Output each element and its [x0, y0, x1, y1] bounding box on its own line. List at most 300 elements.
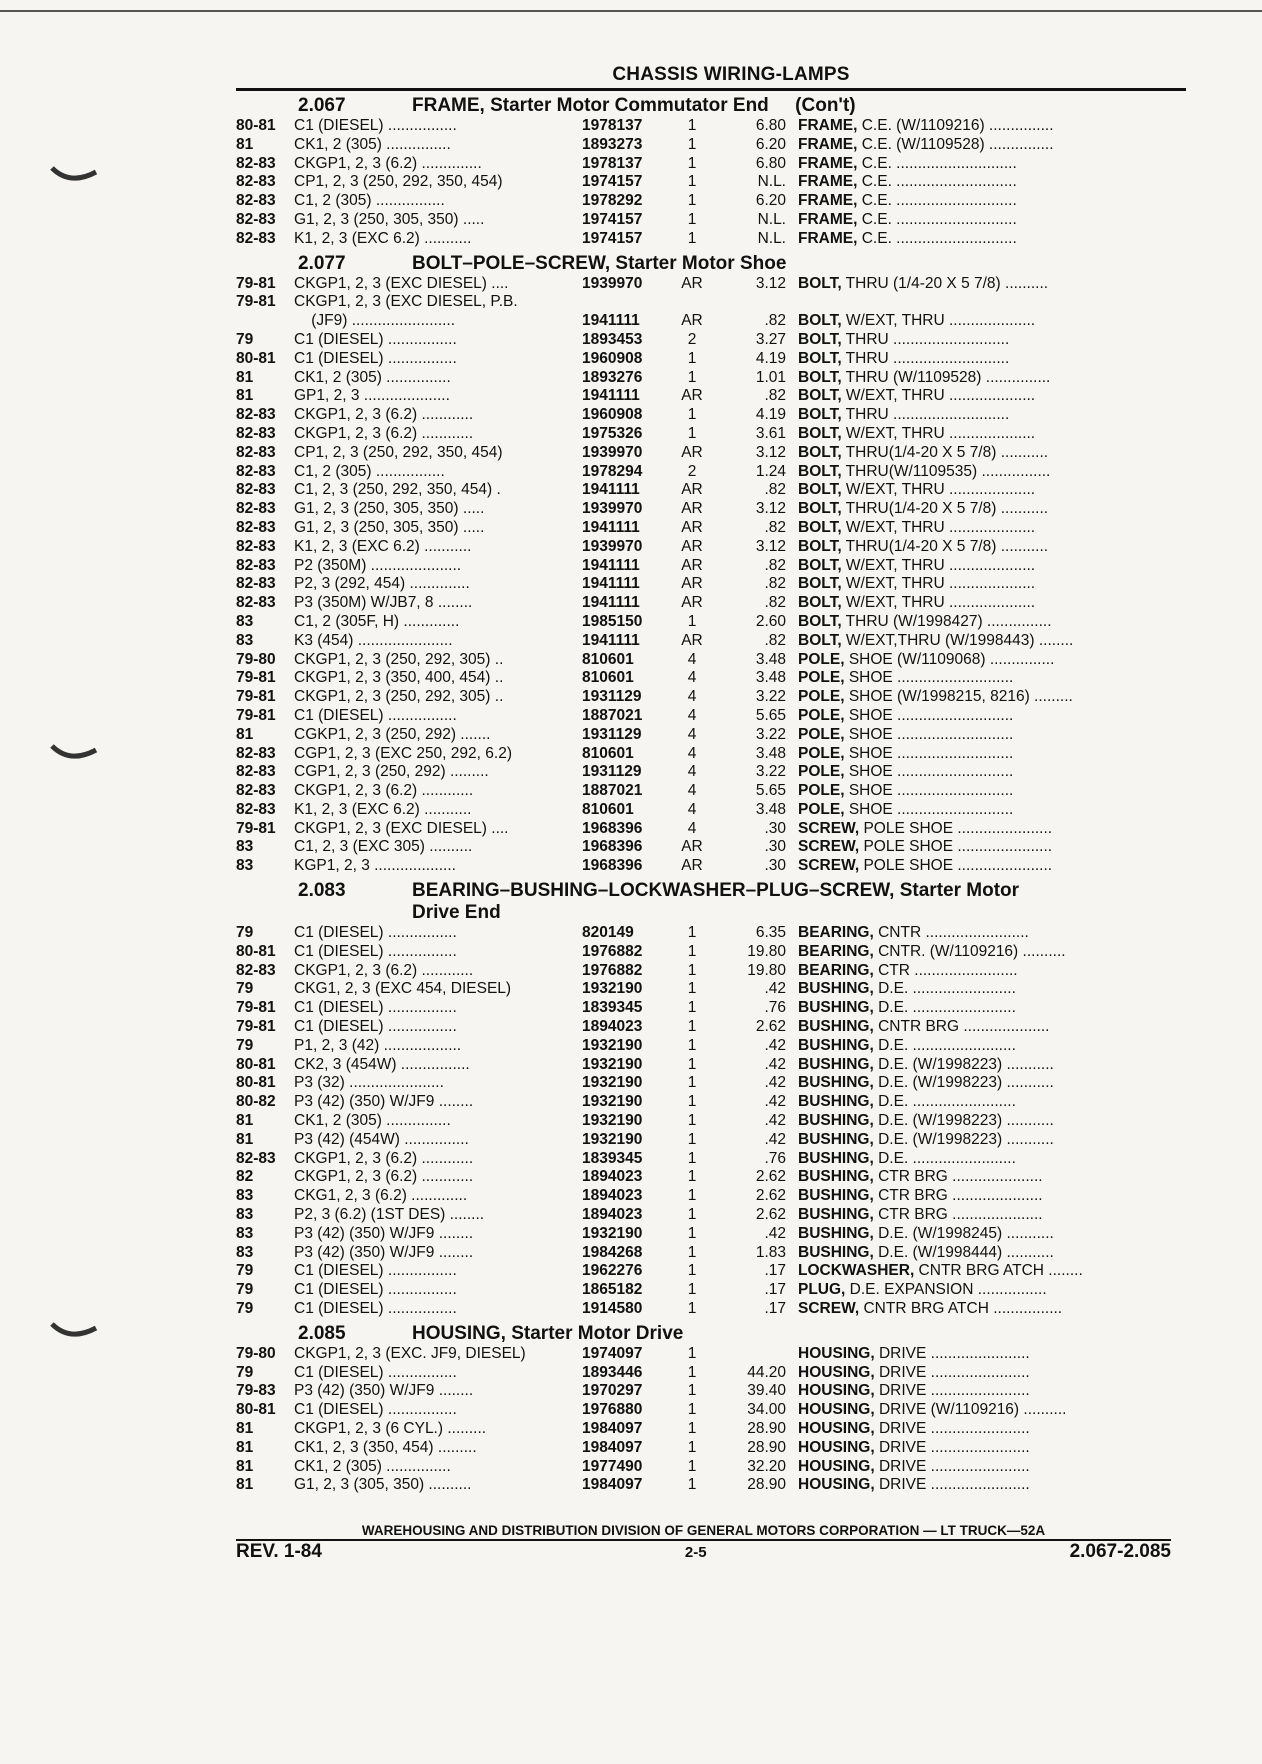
- model-cell: (JF9) ........................: [294, 312, 456, 330]
- description-cell: [798, 1187, 1174, 1206]
- parts-row: [236, 594, 1186, 613]
- part-number-cell: 810601: [582, 650, 634, 668]
- price-cell: 2.60: [755, 612, 786, 630]
- price-cell: 19.80: [747, 961, 786, 979]
- price-cell: 28.90: [747, 1438, 786, 1456]
- description-cell: [798, 1401, 1174, 1420]
- year-cell: 79: [236, 980, 254, 998]
- footer-publisher-line: WAREHOUSING AND DISTRIBUTION DIVISION OF GENERAL MOTORS CORPORATION — LT TRUCK—52A: [236, 1523, 1171, 1541]
- part-number-cell: 1974157: [582, 173, 643, 191]
- year-cell: 79: [236, 1300, 254, 1318]
- description-noun: SCREW,: [798, 819, 860, 837]
- model-cell: CK2, 3 (454W) ................: [294, 1055, 470, 1073]
- quantity-cell: 1: [687, 154, 697, 172]
- quantity-cell: 1: [687, 135, 697, 153]
- description-detail: C.E. ............................: [857, 173, 1017, 191]
- part-number-cell: 1960908: [582, 349, 643, 367]
- description-noun: PLUG,: [798, 1281, 846, 1299]
- year-cell: 82-83: [236, 575, 276, 593]
- description-cell: [798, 1476, 1174, 1495]
- price-cell: .82: [764, 631, 786, 649]
- parts-row: [236, 801, 1186, 820]
- part-number-cell: 1976882: [582, 942, 643, 960]
- parts-row: [236, 1300, 1186, 1319]
- part-number-cell: 1931129: [582, 725, 642, 743]
- description-noun: BOLT,: [798, 575, 842, 593]
- description-cell: [798, 387, 1174, 406]
- part-number-cell: 1941111: [582, 575, 640, 593]
- price-cell: 6.20: [755, 192, 786, 210]
- description-noun: HOUSING,: [798, 1438, 875, 1456]
- part-number-cell: 1932190: [582, 1093, 643, 1111]
- description-noun: BOLT,: [798, 612, 842, 630]
- model-cell: K1, 2, 3 (EXC 6.2) ...........: [294, 229, 472, 247]
- year-cell: 80-81: [236, 942, 276, 960]
- price-cell: 1.83: [755, 1243, 786, 1261]
- quantity-cell: 1: [687, 192, 697, 210]
- quantity-cell: AR: [681, 500, 703, 518]
- quantity-cell: AR: [681, 312, 703, 330]
- description-cell: [798, 838, 1174, 857]
- parts-row: [236, 331, 1186, 350]
- model-cell: CKGP1, 2, 3 (250, 292, 305) ..: [294, 688, 504, 706]
- quantity-cell: 4: [687, 650, 697, 668]
- part-number-cell: 1968396: [582, 819, 643, 837]
- quantity-cell: 1: [687, 961, 697, 979]
- section-number: 2.083: [298, 880, 346, 902]
- model-cell: P3 (42) (350) W/JF9 ........: [294, 1382, 474, 1400]
- description-cell: [798, 481, 1174, 500]
- model-cell: K1, 2, 3 (EXC 6.2) ...........: [294, 537, 472, 555]
- price-cell: 3.48: [755, 800, 786, 818]
- description-cell: [798, 331, 1174, 350]
- model-cell: CK1, 2 (305) ...............: [294, 135, 451, 153]
- part-number-cell: 1976882: [582, 961, 643, 979]
- quantity-cell: 1: [687, 117, 697, 134]
- part-number-cell: 1932190: [582, 1224, 643, 1242]
- year-cell: 82-83: [236, 462, 276, 480]
- year-cell: 79-81: [236, 999, 276, 1017]
- part-number-cell: 1939970: [582, 443, 643, 461]
- price-cell: 3.27: [755, 330, 786, 348]
- price-cell: 3.48: [755, 744, 786, 762]
- description-cell: [798, 688, 1174, 707]
- part-number-cell: 1839345: [582, 999, 643, 1017]
- part-number-cell: 1975326: [582, 424, 643, 442]
- description-detail: DRIVE .......................: [874, 1363, 1030, 1381]
- model-cell: C1 (DIESEL) ................: [294, 349, 457, 367]
- description-noun: SCREW,: [798, 838, 860, 856]
- description-noun: HOUSING,: [798, 1401, 875, 1419]
- year-cell: 83: [236, 1206, 254, 1224]
- description-noun: BOLT,: [798, 481, 842, 499]
- price-cell: .82: [764, 518, 786, 536]
- description-cell: [798, 1364, 1174, 1383]
- description-noun: BOLT,: [798, 312, 842, 330]
- part-number-cell: 1974157: [582, 229, 643, 247]
- model-cell: CK1, 2 (305) ...............: [294, 1457, 451, 1475]
- section-2-083: [236, 880, 1186, 1319]
- part-number-cell: 1977490: [582, 1457, 643, 1475]
- quantity-cell: 1: [687, 924, 697, 942]
- description-noun: POLE,: [798, 706, 845, 724]
- part-number-cell: 1960908: [582, 406, 643, 424]
- quantity-cell: 1: [687, 1168, 697, 1186]
- description-detail: POLE SHOE ......................: [859, 857, 1053, 875]
- parts-row: [236, 688, 1186, 707]
- description-noun: BUSHING,: [798, 1187, 874, 1205]
- year-cell: 82-83: [236, 1149, 276, 1167]
- price-cell: .17: [764, 1262, 786, 1280]
- model-cell: CK1, 2, 3 (350, 454) .........: [294, 1438, 477, 1456]
- price-cell: 28.90: [747, 1476, 786, 1494]
- parts-row: [236, 707, 1186, 726]
- quantity-cell: AR: [681, 857, 703, 875]
- parts-row: [236, 230, 1186, 249]
- description-cell: [798, 1225, 1174, 1244]
- description-noun: POLE,: [798, 650, 845, 668]
- description-detail: CNTR BRG ATCH ........: [914, 1262, 1083, 1280]
- description-detail: THRU(W/1109535) ................: [841, 462, 1051, 480]
- quantity-cell: 1: [687, 1112, 697, 1130]
- model-cell: CP1, 2, 3 (250, 292, 350, 454): [294, 173, 503, 191]
- model-cell: CKGP1, 2, 3 (6 CYL.) .........: [294, 1420, 487, 1437]
- parts-row: [236, 820, 1186, 839]
- description-detail: W/EXT, THRU ....................: [841, 312, 1036, 330]
- part-number-cell: 1932190: [582, 1055, 643, 1073]
- description-cell: [798, 519, 1174, 538]
- parts-row: [236, 999, 1186, 1018]
- year-cell: 83: [236, 1243, 254, 1261]
- description-cell: [798, 350, 1174, 369]
- description-cell: [798, 425, 1174, 444]
- price-cell: 5.65: [755, 782, 786, 800]
- description-cell: [798, 707, 1174, 726]
- description-detail: THRU(1/4-20 X 5 7/8) ...........: [841, 443, 1049, 461]
- model-cell: GP1, 2, 3 ....................: [294, 387, 450, 405]
- quantity-cell: 1: [687, 942, 697, 960]
- description-cell: [798, 1262, 1174, 1281]
- section-title: HOUSING, Starter Motor Drive: [412, 1322, 684, 1344]
- year-cell: 80-81: [236, 1055, 276, 1073]
- year-cell: 83: [236, 1187, 254, 1205]
- year-cell: 79: [236, 1262, 254, 1280]
- model-cell: C1 (DIESEL) ................: [294, 1281, 457, 1299]
- part-number-cell: 1962276: [582, 1262, 643, 1280]
- part-number-cell: 1939970: [582, 274, 643, 292]
- part-number-cell: 1984097: [582, 1438, 643, 1456]
- year-cell: 80-81: [236, 117, 276, 134]
- quantity-cell: 1: [687, 1344, 697, 1362]
- part-number-cell: 820149: [582, 924, 634, 942]
- description-detail: W/EXT, THRU ....................: [841, 594, 1036, 612]
- price-cell: .42: [764, 1055, 786, 1073]
- price-cell: .42: [764, 1224, 786, 1242]
- description-detail: DRIVE .......................: [874, 1382, 1030, 1400]
- description-noun: HOUSING,: [798, 1344, 875, 1362]
- description-cell: [798, 726, 1174, 745]
- footer-section-range: 2.067-2.085: [1069, 1541, 1171, 1563]
- part-number-cell: 1941111: [582, 481, 640, 499]
- price-cell: .42: [764, 1093, 786, 1111]
- parts-row: [236, 350, 1186, 369]
- parts-row: [236, 763, 1186, 782]
- quantity-cell: 1: [687, 1187, 697, 1205]
- year-cell: 81: [236, 1438, 254, 1456]
- description-noun: BUSHING,: [798, 1243, 874, 1261]
- description-noun: POLE,: [798, 744, 845, 762]
- quantity-cell: 1: [687, 1382, 697, 1400]
- year-cell: 79-80: [236, 1344, 276, 1362]
- quantity-cell: 1: [687, 1262, 697, 1280]
- parts-row: [236, 211, 1186, 230]
- description-cell: [798, 1206, 1174, 1225]
- year-cell: 82-83: [236, 210, 276, 228]
- quantity-cell: 1: [687, 173, 697, 191]
- parts-row: [236, 1364, 1186, 1383]
- description-noun: BUSHING,: [798, 1112, 874, 1130]
- year-cell: 79-81: [236, 688, 276, 706]
- parts-row: [236, 1150, 1186, 1169]
- description-cell: [798, 1112, 1174, 1131]
- year-cell: 80-81: [236, 1074, 276, 1092]
- model-cell: P3 (350M) W/JB7, 8 ........: [294, 594, 473, 612]
- description-noun: BUSHING,: [798, 1168, 874, 1186]
- model-cell: C1 (DIESEL) ................: [294, 942, 457, 960]
- part-number-cell: 1941111: [582, 594, 640, 612]
- description-cell: [798, 1074, 1174, 1093]
- part-number-cell: 1893453: [582, 330, 643, 348]
- parts-row: [236, 1131, 1186, 1150]
- model-cell: P3 (32) ......................: [294, 1074, 444, 1092]
- year-cell: 79-81: [236, 274, 276, 292]
- quantity-cell: 4: [687, 706, 697, 724]
- section-title: BEARING–BUSHING–LOCKWASHER–PLUG–SCREW, Starter Motor: [412, 880, 1020, 902]
- parts-row: [236, 1476, 1186, 1495]
- description-detail: SHOE ...........................: [844, 669, 1014, 687]
- price-cell: 2.62: [755, 1018, 786, 1036]
- footer-revision: REV. 1-84: [236, 1541, 322, 1563]
- price-cell: .42: [764, 1036, 786, 1054]
- description-noun: BOLT,: [798, 537, 842, 555]
- description-cell: [798, 632, 1174, 651]
- part-number-cell: 1932190: [582, 1130, 643, 1148]
- quantity-cell: 1: [687, 349, 697, 367]
- part-number-cell: 1839345: [582, 1149, 643, 1167]
- description-detail: C.E. ............................: [857, 210, 1017, 228]
- year-cell: 81: [236, 1476, 254, 1494]
- description-cell: [798, 857, 1174, 876]
- description-cell: [798, 1458, 1174, 1477]
- description-detail: W/EXT,THRU (W/1998443) ........: [841, 631, 1074, 649]
- price-cell: 28.90: [747, 1420, 786, 1437]
- description-noun: BOLT,: [798, 406, 842, 424]
- year-cell: 83: [236, 838, 254, 856]
- model-cell: C1 (DIESEL) ................: [294, 706, 457, 724]
- parts-row: [236, 192, 1186, 211]
- description-detail: D.E. (W/1998223) ...........: [873, 1055, 1054, 1073]
- description-noun: BOLT,: [798, 349, 842, 367]
- description-noun: POLE,: [798, 800, 845, 818]
- year-cell: 81: [236, 1457, 254, 1475]
- part-number-cell: 1865182: [582, 1281, 643, 1299]
- part-number-cell: 1978137: [582, 117, 643, 134]
- model-cell: C1 (DIESEL) ................: [294, 1018, 457, 1036]
- year-cell: 79-81: [236, 1018, 276, 1036]
- quantity-cell: 1: [687, 1149, 697, 1167]
- part-number-cell: 1941111: [582, 312, 640, 330]
- parts-row: [236, 444, 1186, 463]
- price-cell: 3.22: [755, 725, 786, 743]
- description-noun: FRAME,: [798, 210, 858, 228]
- description-detail: DRIVE .......................: [874, 1344, 1030, 1362]
- parts-row: [236, 575, 1186, 594]
- parts-row: [236, 557, 1186, 576]
- model-cell: C1, 2 (305) ................: [294, 192, 445, 210]
- parts-row: [236, 117, 1186, 136]
- part-number-cell: 1941111: [582, 518, 640, 536]
- year-cell: 82: [236, 1168, 254, 1186]
- description-noun: BOLT,: [798, 274, 842, 292]
- description-noun: BEARING,: [798, 924, 874, 942]
- description-cell: [798, 155, 1174, 174]
- description-detail: CTR ........................: [873, 961, 1018, 979]
- price-cell: .82: [764, 387, 786, 405]
- parts-row: [236, 943, 1186, 962]
- part-number-cell: 1941111: [582, 631, 640, 649]
- model-cell: G1, 2, 3 (250, 305, 350) .....: [294, 500, 485, 518]
- description-noun: FRAME,: [798, 135, 858, 153]
- parts-row: [236, 1187, 1186, 1206]
- quantity-cell: 1: [687, 1457, 697, 1475]
- price-cell: .42: [764, 980, 786, 998]
- parts-row: [236, 136, 1186, 155]
- description-noun: HOUSING,: [798, 1382, 875, 1400]
- price-cell: 3.61: [755, 424, 786, 442]
- price-cell: 5.65: [755, 706, 786, 724]
- part-number-cell: 1974157: [582, 210, 643, 228]
- year-cell: 79-83: [236, 1382, 276, 1400]
- section-heading: [236, 95, 1186, 117]
- year-cell: 82-83: [236, 406, 276, 424]
- description-detail: CTR BRG .....................: [873, 1206, 1043, 1224]
- binder-hole-mark: [50, 164, 98, 186]
- quantity-cell: 1: [687, 1438, 697, 1456]
- year-cell: 81: [236, 1112, 254, 1130]
- parts-row: [236, 726, 1186, 745]
- description-noun: BUSHING,: [798, 1036, 874, 1054]
- parts-row: [236, 1168, 1186, 1187]
- parts-row: [236, 1018, 1186, 1037]
- quantity-cell: 1: [687, 1300, 697, 1318]
- description-cell: [798, 763, 1174, 782]
- quantity-cell: AR: [681, 387, 703, 405]
- parts-row: [236, 387, 1186, 406]
- description-noun: BOLT,: [798, 443, 842, 461]
- description-detail: THRU (1/4-20 X 5 7/8) ..........: [841, 274, 1049, 292]
- parts-row: [236, 293, 1186, 312]
- description-noun: BUSHING,: [798, 1149, 874, 1167]
- quantity-cell: 1: [687, 229, 697, 247]
- description-cell: [798, 575, 1174, 594]
- description-detail: D.E. ........................: [873, 1036, 1016, 1054]
- description-cell: [798, 1131, 1174, 1150]
- description-detail: THRU (W/1998427) ...............: [841, 612, 1052, 630]
- description-detail: SHOE ...........................: [844, 800, 1014, 818]
- model-cell: P3 (42) (350) W/JF9 ........: [294, 1243, 474, 1261]
- section-number-spacer: [236, 902, 412, 924]
- parts-row: [236, 173, 1186, 192]
- description-cell: [798, 999, 1174, 1018]
- section-2-067: [236, 95, 1186, 249]
- part-number-cell: 1932190: [582, 980, 643, 998]
- description-detail: D.E. ........................: [873, 1149, 1016, 1167]
- description-noun: POLE,: [798, 688, 845, 706]
- quantity-cell: 1: [687, 999, 697, 1017]
- model-cell: K1, 2, 3 (EXC 6.2) ...........: [294, 800, 472, 818]
- section-number: 2.067: [298, 95, 346, 116]
- part-number-cell: 1894023: [582, 1018, 643, 1036]
- quantity-cell: 1: [687, 1093, 697, 1111]
- model-cell: P2, 3 (6.2) (1ST DES) ........: [294, 1206, 485, 1224]
- description-detail: C.E. (W/1109528) ...............: [857, 135, 1054, 153]
- description-noun: FRAME,: [798, 154, 858, 172]
- description-noun: BEARING,: [798, 942, 874, 960]
- part-number-cell: 1932190: [582, 1112, 643, 1130]
- description-detail: D.E. ........................: [873, 980, 1016, 998]
- description-noun: POLE,: [798, 725, 845, 743]
- part-number-cell: 1887021: [582, 706, 643, 724]
- description-detail: DRIVE .......................: [874, 1457, 1030, 1475]
- description-noun: BEARING,: [798, 961, 874, 979]
- model-cell: K3 (454) ......................: [294, 631, 453, 649]
- description-noun: BUSHING,: [798, 1093, 874, 1111]
- footer-page-number: 2-5: [684, 1544, 707, 1562]
- description-noun: BOLT,: [798, 424, 842, 442]
- description-cell: [798, 613, 1174, 632]
- parts-row: [236, 463, 1186, 482]
- model-cell: CKGP1, 2, 3 (EXC DIESEL, P.B.: [294, 293, 518, 311]
- model-cell: CK1, 2 (305) ...............: [294, 1112, 451, 1130]
- price-cell: 6.80: [755, 117, 786, 134]
- year-cell: 81: [236, 1130, 254, 1148]
- description-detail: CNTR BRG ATCH ................: [859, 1300, 1063, 1318]
- description-detail: DRIVE (W/1109216) ..........: [874, 1401, 1067, 1419]
- section-heading: [236, 880, 1186, 902]
- description-detail: CTR BRG .....................: [873, 1168, 1043, 1186]
- description-detail: D.E. (W/1998223) ...........: [873, 1074, 1054, 1092]
- section-heading-cont: [236, 902, 1186, 924]
- description-detail: THRU ...........................: [841, 406, 1010, 424]
- description-detail: SHOE ...........................: [844, 744, 1014, 762]
- price-cell: 6.35: [755, 924, 786, 942]
- parts-row: [236, 1225, 1186, 1244]
- part-number-cell: 1941111: [582, 387, 640, 405]
- section-2-077: [236, 253, 1186, 877]
- description-cell: [798, 1150, 1174, 1169]
- description-detail: THRU(1/4-20 X 5 7/8) ...........: [841, 537, 1049, 555]
- model-cell: CKGP1, 2, 3 (6.2) ..............: [294, 154, 482, 172]
- parts-row: [236, 275, 1186, 294]
- year-cell: 79: [236, 1036, 254, 1054]
- section-number: 2.085: [298, 1322, 346, 1344]
- quantity-cell: 1: [687, 612, 697, 630]
- price-cell: .76: [764, 999, 786, 1017]
- description-detail: THRU ...........................: [841, 349, 1010, 367]
- description-noun: FRAME,: [798, 117, 858, 134]
- description-detail: POLE SHOE ......................: [859, 838, 1053, 856]
- part-number-cell: [582, 293, 672, 312]
